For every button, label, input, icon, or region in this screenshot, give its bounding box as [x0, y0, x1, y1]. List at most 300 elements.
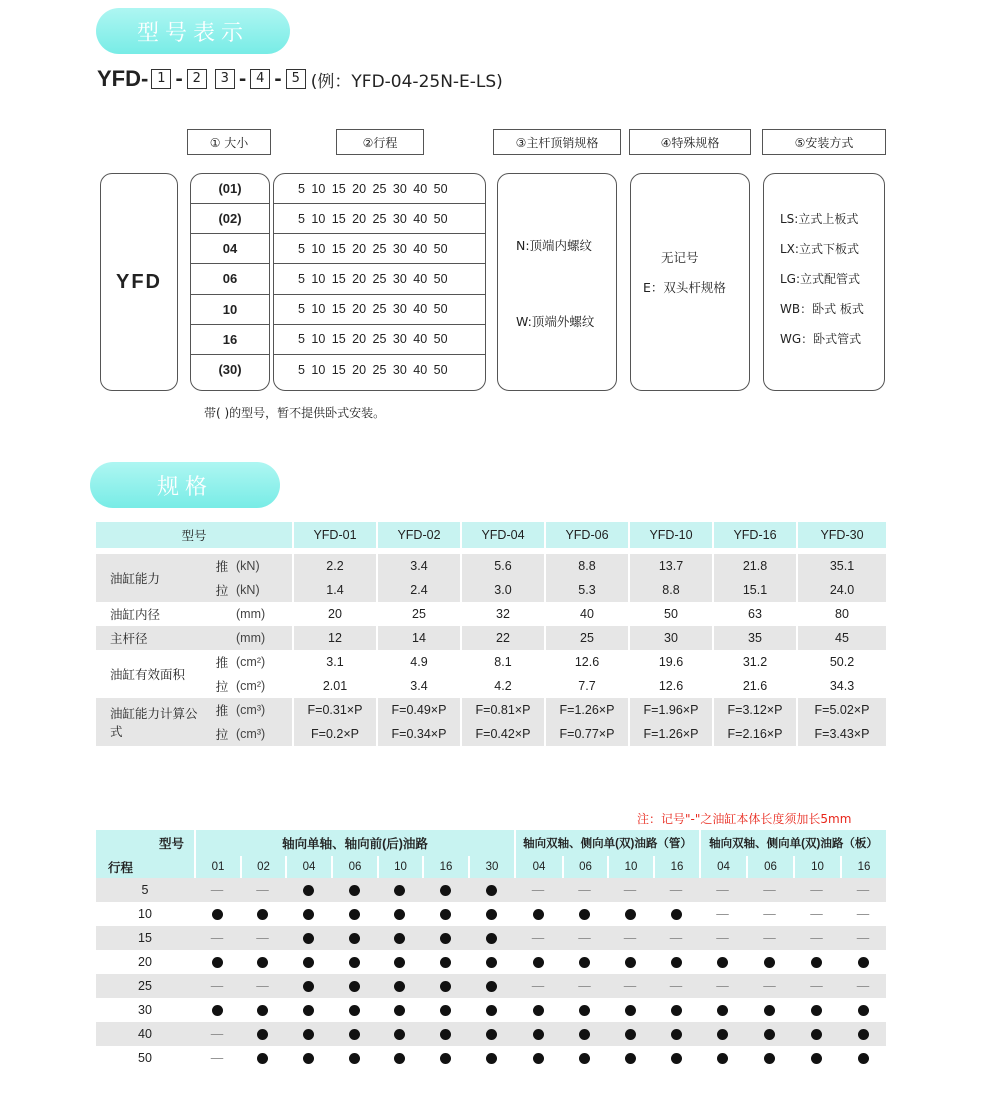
size-header: 30 [468, 856, 514, 878]
cell: 21.6 [712, 674, 796, 698]
available-dot [285, 878, 331, 902]
cell: 3.0 [460, 578, 544, 602]
row-label: 推 [208, 650, 236, 674]
model-axis-label: 型号 [96, 830, 194, 856]
dot-icon [349, 1005, 360, 1016]
mount-options-box [763, 173, 885, 391]
spec-header-label: 型号 [96, 522, 292, 548]
dot-icon [440, 885, 451, 896]
unavailable-dash: — [562, 926, 607, 950]
available-dot [562, 902, 607, 926]
stroke-item: 5 10 15 20 25 30 40 50 [274, 204, 485, 234]
row-unit: (kN) [236, 554, 292, 578]
cell: F=0.34×P [376, 722, 460, 746]
dot-icon [257, 1005, 268, 1016]
cell: 12.6 [628, 674, 712, 698]
cell: 8.8 [544, 554, 628, 578]
rod-options-box [497, 173, 617, 391]
available-dot [514, 1046, 562, 1070]
dot-icon [717, 957, 728, 968]
stroke-table-body [96, 878, 886, 1070]
unavailable-dash: — [840, 974, 886, 998]
available-dot [840, 998, 886, 1022]
dot-icon [440, 933, 451, 944]
stroke-value: 25 [96, 974, 194, 998]
available-dot [285, 1046, 331, 1070]
cell: 25 [544, 626, 628, 650]
available-dot [377, 1046, 422, 1070]
available-dot [514, 998, 562, 1022]
rod-option: N:顶端内螺纹 [516, 238, 593, 253]
size-header: 04 [699, 856, 746, 878]
dot-icon [257, 909, 268, 920]
available-dot [562, 950, 607, 974]
spec-header-row [96, 522, 886, 548]
cell: F=5.02×P [796, 698, 886, 722]
cell: F=0.77×P [544, 722, 628, 746]
dot-icon [303, 885, 314, 896]
dot-icon [486, 909, 497, 920]
available-dot [840, 950, 886, 974]
section-title-spec: 规格 [90, 462, 280, 508]
unavailable-dash: — [840, 926, 886, 950]
row-unit: (cm³) [236, 698, 292, 722]
available-dot [468, 902, 514, 926]
cell: 40 [544, 602, 628, 626]
dot-icon [533, 957, 544, 968]
dot-icon [764, 1053, 775, 1064]
dot-icon [764, 957, 775, 968]
table-row [96, 950, 886, 974]
row-label: 拉 [208, 578, 236, 602]
cell: 4.2 [460, 674, 544, 698]
dot-icon [717, 1005, 728, 1016]
size-header: 10 [793, 856, 840, 878]
available-dot [746, 998, 793, 1022]
cell: 1.4 [292, 578, 376, 602]
dot-icon [625, 1053, 636, 1064]
header-size: ① 大小 [187, 129, 271, 155]
table-row [96, 974, 886, 998]
row-category: 油缸内径 [96, 602, 236, 626]
special-option: E：双头杆规格 [643, 280, 726, 295]
row-unit: (kN) [236, 578, 292, 602]
dot-icon [486, 957, 497, 968]
unavailable-dash: — [699, 902, 746, 926]
dot-icon [486, 1053, 497, 1064]
dot-icon [349, 933, 360, 944]
cell: 50.2 [796, 650, 886, 674]
code-prefix: YFD- [97, 66, 149, 91]
dot-icon [212, 1005, 223, 1016]
length-note: 注：记号"-"之油缸本体长度须加长5mm [637, 812, 852, 826]
stroke-item: 5 10 15 20 25 30 40 50 [274, 174, 485, 204]
dot-icon [394, 1005, 405, 1016]
cell: 19.6 [628, 650, 712, 674]
model-header: YFD-16 [712, 522, 796, 548]
dot-icon [349, 1029, 360, 1040]
mount-option: WB：卧式 板式 [780, 302, 864, 316]
cell: 34.3 [796, 674, 886, 698]
available-dot [377, 974, 422, 998]
cell: 32 [460, 602, 544, 626]
available-dot [653, 1046, 699, 1070]
available-dot [331, 950, 377, 974]
stroke-value: 50 [96, 1046, 194, 1070]
header-rod: ③主杆顶销规格 [493, 129, 621, 155]
code-example: (例：YFD-04-25N-E-LS) [310, 71, 503, 92]
table-row [96, 1022, 886, 1046]
available-dot [468, 1022, 514, 1046]
table-row [96, 578, 886, 602]
cell: F=0.81×P [460, 698, 544, 722]
unavailable-dash: — [607, 974, 653, 998]
size-header: 04 [285, 856, 331, 878]
available-dot [793, 950, 840, 974]
code-dash: - [274, 68, 282, 90]
available-dot [422, 926, 468, 950]
available-dot [699, 998, 746, 1022]
dot-icon [811, 1029, 822, 1040]
table-row [96, 602, 886, 626]
unavailable-dash: — [514, 878, 562, 902]
cell: 12.6 [544, 650, 628, 674]
code-box-5: 5 [286, 69, 306, 89]
unavailable-dash: — [194, 878, 240, 902]
available-dot [468, 878, 514, 902]
size-header: 04 [514, 856, 562, 878]
available-dot [653, 950, 699, 974]
dot-icon [533, 1029, 544, 1040]
available-dot [562, 998, 607, 1022]
available-dot [468, 950, 514, 974]
unavailable-dash: — [746, 878, 793, 902]
group-header: 轴向双轴、侧向单(双)油路（管） [514, 830, 699, 856]
available-dot [377, 926, 422, 950]
available-dot [793, 1022, 840, 1046]
dot-icon [303, 981, 314, 992]
stroke-value: 20 [96, 950, 194, 974]
unavailable-dash: — [746, 902, 793, 926]
available-dot [331, 878, 377, 902]
special-options-box [630, 173, 750, 391]
dot-icon [440, 1005, 451, 1016]
available-dot [468, 998, 514, 1022]
row-unit: (cm²) [236, 674, 292, 698]
available-dot [840, 1022, 886, 1046]
table-row [96, 674, 886, 698]
cell: 22 [460, 626, 544, 650]
available-dot [653, 998, 699, 1022]
cell: F=1.96×P [628, 698, 712, 722]
available-dot [607, 1046, 653, 1070]
dot-icon [394, 1029, 405, 1040]
available-dot [699, 1046, 746, 1070]
dot-icon [764, 1029, 775, 1040]
available-dot [331, 926, 377, 950]
dot-icon [671, 909, 682, 920]
cell: 25 [376, 602, 460, 626]
cell: 12 [292, 626, 376, 650]
code-box-4: 4 [250, 69, 270, 89]
dot-icon [858, 1053, 869, 1064]
dot-icon [671, 1005, 682, 1016]
cell: 3.4 [376, 674, 460, 698]
rod-option: W:顶端外螺纹 [516, 314, 595, 329]
available-dot [377, 950, 422, 974]
row-category: 油缸能力计算公式 [96, 698, 208, 746]
available-dot [331, 1046, 377, 1070]
unavailable-dash: — [514, 974, 562, 998]
dot-icon [811, 1005, 822, 1016]
dot-icon [533, 1005, 544, 1016]
size-header: 10 [607, 856, 653, 878]
cell: 2.2 [292, 554, 376, 578]
dot-icon [625, 1005, 636, 1016]
row-category: 主杆径 [96, 626, 236, 650]
mount-option: LG:立式配管式 [780, 272, 861, 286]
dot-icon [349, 957, 360, 968]
table-row [96, 902, 886, 926]
size-header: 16 [422, 856, 468, 878]
available-dot [422, 1046, 468, 1070]
stroke-item: 5 10 15 20 25 30 40 50 [298, 362, 448, 377]
size-item: 04 [191, 234, 269, 264]
cell: 45 [796, 626, 886, 650]
code-dash: - [238, 68, 247, 90]
dot-icon [579, 1005, 590, 1016]
available-dot [377, 1022, 422, 1046]
dot-icon [533, 1053, 544, 1064]
table-row [96, 698, 886, 722]
size-header: 06 [562, 856, 607, 878]
cell: 8.1 [460, 650, 544, 674]
table-row [96, 626, 886, 650]
available-dot [699, 950, 746, 974]
unavailable-dash: — [194, 926, 240, 950]
row-category: 油缸能力 [96, 554, 208, 602]
header-stroke: ②行程 [336, 129, 424, 155]
stroke-value: 10 [96, 902, 194, 926]
dot-icon [303, 933, 314, 944]
mount-option: WG：卧式管式 [780, 332, 862, 346]
unavailable-dash: — [699, 878, 746, 902]
section-title-model: 型号表示 [96, 8, 290, 54]
available-dot [562, 1046, 607, 1070]
row-label: 拉 [208, 722, 236, 746]
cell: 5.3 [544, 578, 628, 602]
dot-icon [858, 1005, 869, 1016]
unavailable-dash: — [240, 974, 285, 998]
dot-icon [394, 957, 405, 968]
dot-icon [394, 909, 405, 920]
table-row [96, 878, 886, 902]
model-code-line [97, 66, 503, 92]
cell: F=0.42×P [460, 722, 544, 746]
dot-icon [671, 1053, 682, 1064]
cell: 15.1 [712, 578, 796, 602]
cell: F=0.49×P [376, 698, 460, 722]
available-dot [468, 926, 514, 950]
size-item: 10 [191, 295, 269, 325]
cell: F=2.16×P [712, 722, 796, 746]
dot-icon [212, 909, 223, 920]
available-dot [331, 902, 377, 926]
stroke-item: 5 10 15 20 25 30 40 50 [274, 295, 485, 325]
header-special: ④特殊规格 [629, 129, 751, 155]
stroke-value: 30 [96, 998, 194, 1022]
available-dot [422, 974, 468, 998]
dot-icon [303, 1029, 314, 1040]
size-item: (30) [218, 362, 242, 378]
stroke-item: 5 10 15 20 25 30 40 50 [274, 234, 485, 264]
available-dot [331, 974, 377, 998]
available-dot [746, 1046, 793, 1070]
cell: F=3.12×P [712, 698, 796, 722]
model-header: YFD-02 [376, 522, 460, 548]
available-dot [240, 902, 285, 926]
unavailable-dash: — [840, 902, 886, 926]
stroke-value: 40 [96, 1022, 194, 1046]
dot-icon [394, 933, 405, 944]
cell: F=1.26×P [628, 722, 712, 746]
cell: 20 [292, 602, 376, 626]
size-item: 16 [191, 325, 269, 355]
code-box-3: 3 [215, 69, 235, 89]
unavailable-dash: — [607, 926, 653, 950]
dot-icon [349, 909, 360, 920]
unavailable-dash: — [194, 974, 240, 998]
available-dot [240, 1022, 285, 1046]
group-header: 轴向双轴、侧向单(双)油路（板） [699, 830, 886, 856]
dot-icon [303, 909, 314, 920]
cell: 8.8 [628, 578, 712, 602]
stroke-header-row [96, 830, 886, 856]
available-dot [746, 950, 793, 974]
unavailable-dash: — [840, 878, 886, 902]
dot-icon [349, 1053, 360, 1064]
spec-table [96, 522, 886, 746]
available-dot [607, 998, 653, 1022]
available-dot [377, 902, 422, 926]
dot-icon [440, 1053, 451, 1064]
unavailable-dash: — [653, 926, 699, 950]
row-category: 油缸有效面积 [96, 650, 208, 698]
dot-icon [303, 1053, 314, 1064]
available-dot [285, 950, 331, 974]
cell: F=3.43×P [796, 722, 886, 746]
dot-icon [625, 957, 636, 968]
row-unit: (mm) [236, 602, 292, 626]
unavailable-dash: — [653, 878, 699, 902]
size-item: (01) [191, 174, 269, 204]
row-unit: (cm²) [236, 650, 292, 674]
available-dot [194, 950, 240, 974]
dot-icon [858, 957, 869, 968]
cell: 2.4 [376, 578, 460, 602]
dot-icon [212, 957, 223, 968]
special-option: 无记号 [661, 250, 699, 265]
available-dot [514, 902, 562, 926]
cell: 24.0 [796, 578, 886, 602]
unavailable-dash: — [240, 926, 285, 950]
cell: 30 [628, 626, 712, 650]
size-header: 01 [194, 856, 240, 878]
dot-icon [486, 981, 497, 992]
size-header: 10 [377, 856, 422, 878]
dot-icon [440, 957, 451, 968]
stroke-item: 5 10 15 20 25 30 40 50 [274, 264, 485, 294]
unavailable-dash: — [194, 1046, 240, 1070]
cell: 5.6 [460, 554, 544, 578]
table-row [96, 926, 886, 950]
available-dot [793, 1046, 840, 1070]
stroke-availability-table [96, 830, 886, 1070]
row-unit: (mm) [236, 626, 292, 650]
horizontal-mount-note: 带( )的型号，暂不提供卧式安装。 [204, 406, 386, 420]
model-header: YFD-06 [544, 522, 628, 548]
unavailable-dash: — [240, 878, 285, 902]
cell: 35 [712, 626, 796, 650]
dot-icon [811, 957, 822, 968]
available-dot [468, 1046, 514, 1070]
row-label: 拉 [208, 674, 236, 698]
available-dot [194, 902, 240, 926]
unavailable-dash: — [793, 878, 840, 902]
dot-icon [257, 1053, 268, 1064]
size-header: 06 [331, 856, 377, 878]
available-dot [746, 1022, 793, 1046]
stroke-item: 5 10 15 20 25 30 40 50 [274, 325, 485, 355]
dot-icon [486, 1005, 497, 1016]
dot-icon [858, 1029, 869, 1040]
mount-option: LS:立式上板式 [780, 212, 859, 226]
dot-icon [671, 1029, 682, 1040]
table-row [96, 650, 886, 674]
cell: F=1.26×P [544, 698, 628, 722]
available-dot [840, 1046, 886, 1070]
group-header: 轴向单轴、轴向前(后)油路 [194, 830, 514, 856]
available-dot [653, 902, 699, 926]
unavailable-dash: — [653, 974, 699, 998]
stroke-axis-label: 行程 [96, 856, 194, 878]
available-dot [422, 998, 468, 1022]
table-row [96, 998, 886, 1022]
size-header: 16 [840, 856, 886, 878]
model-header: YFD-30 [796, 522, 886, 548]
dot-icon [440, 981, 451, 992]
dot-icon [394, 1053, 405, 1064]
available-dot [240, 950, 285, 974]
available-dot [653, 1022, 699, 1046]
unavailable-dash: — [194, 1022, 240, 1046]
dot-icon [303, 1005, 314, 1016]
size-list [190, 173, 270, 391]
unavailable-dash: — [562, 878, 607, 902]
dot-icon [440, 909, 451, 920]
available-dot [285, 998, 331, 1022]
cell: F=0.31×P [292, 698, 376, 722]
available-dot [514, 950, 562, 974]
available-dot [607, 902, 653, 926]
header-mount: ⑤安装方式 [762, 129, 886, 155]
available-dot [377, 878, 422, 902]
dot-icon [349, 885, 360, 896]
size-header: 02 [240, 856, 285, 878]
cell: 14 [376, 626, 460, 650]
cell: 31.2 [712, 650, 796, 674]
stroke-value: 5 [96, 878, 194, 902]
